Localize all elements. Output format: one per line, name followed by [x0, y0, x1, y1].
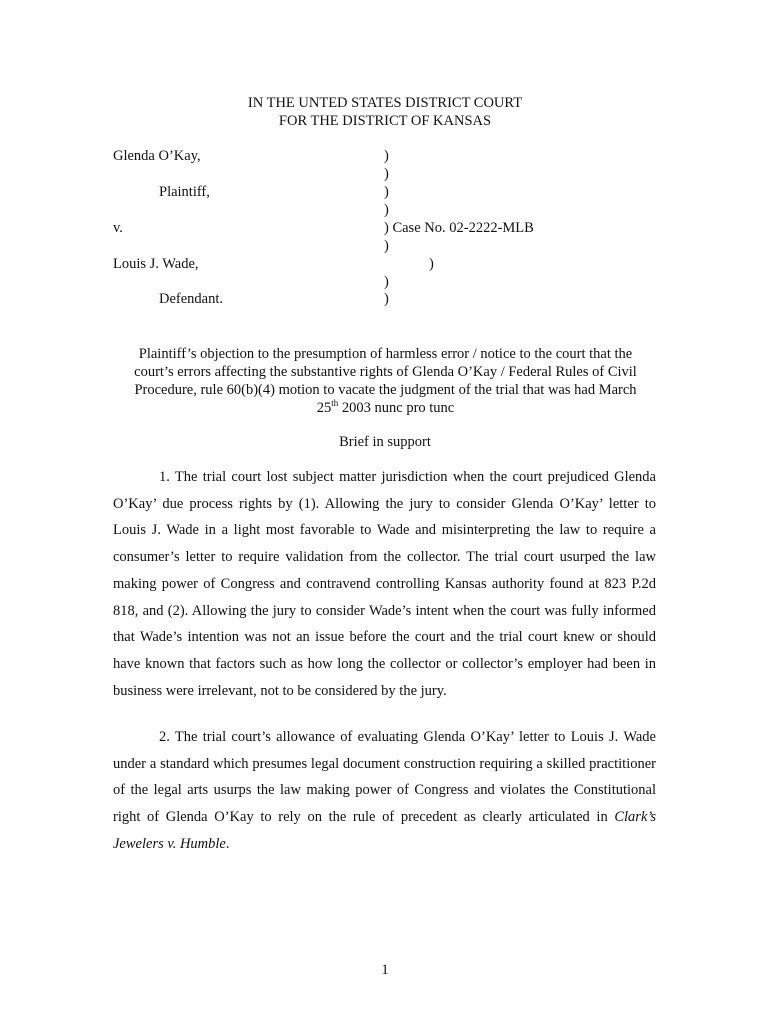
- paragraph-1: 1. The trial court lost subject matter jurisdiction when the court prejudiced Glenda O’Kay’ due process rights by (1). Allowing the jury to consider Glenda O’Kay’ letter to Louis J. Wade in a light most favorable to Wade and misinterpreting the law to require a consumer’s letter to require validation from the collector. The trial court usurped the law making power of Congress and contravend controlling Kansas authority found at 823 P.2d 818, and (2). Allowing the jury to consider Wade’s intent when the court was fully informed that Wade’s intention was not an issue before the court and the trial court knew or should have known that factors such as how long the collector or collector’s employer had been in business were irrelevant, not to be considered by the jury.: [113, 469, 656, 699]
- court-header: [0, 94, 770, 130]
- title-date-suffix: th: [331, 398, 339, 409]
- caption-paren: ): [384, 184, 389, 200]
- versus-label: v.: [113, 220, 123, 236]
- defendant-name: Louis J. Wade,: [113, 256, 199, 272]
- caption-paren: ): [384, 238, 389, 254]
- paragraph-2-text: 2. The trial court’s allowance of evaluating Glenda O’Kay’ letter to Louis J. Wade under a standard which presumes legal document construction requiring a skilled practitioner of the legal arts usurps the law making power of Congress and violates the Constitutional right of Glenda O’Kay to rely on the rule of precedent as clearly articulated in: [113, 729, 656, 826]
- case-number: ) Case No. 02-2222-MLB: [384, 220, 534, 236]
- court-district: FOR THE DISTRICT OF KANSAS: [278, 113, 492, 129]
- paragraph-2-end: .: [225, 835, 230, 852]
- title-date-rest: 2003 nunc pro tunc: [338, 400, 455, 416]
- caption-paren: ): [384, 274, 389, 290]
- title-line: Plaintiff’s objection to the presumption of harmless error / notice to the court that the: [138, 346, 633, 362]
- brief-heading: Brief in support: [339, 434, 431, 450]
- document-title: [113, 345, 658, 417]
- defendant-role: Defendant.: [159, 291, 224, 307]
- court-name: IN THE UNTED STATES DISTRICT COURT: [247, 95, 523, 111]
- caption-paren: ): [384, 166, 389, 182]
- title-line: Procedure, rule 60(b)(4) motion to vacate the judgment of the trial that was had March: [134, 382, 637, 398]
- plaintiff-name: Glenda O’Kay,: [113, 148, 201, 164]
- title-line: court’s errors affecting the substantive rights of Glenda O’Kay / Federal Rules of Civil: [134, 364, 637, 380]
- caption-paren: ): [384, 291, 389, 307]
- caption-paren: ): [429, 256, 434, 272]
- paragraph-2: [113, 724, 656, 858]
- title-line: [113, 399, 658, 417]
- caption-paren: ): [384, 202, 389, 218]
- page-number: 1: [381, 962, 389, 978]
- case-citation: Clark’s Jewelers v. Humble: [113, 809, 656, 852]
- plaintiff-role: Plaintiff,: [159, 184, 210, 200]
- title-date-day: 25: [316, 400, 332, 416]
- caption-paren: ): [384, 148, 389, 164]
